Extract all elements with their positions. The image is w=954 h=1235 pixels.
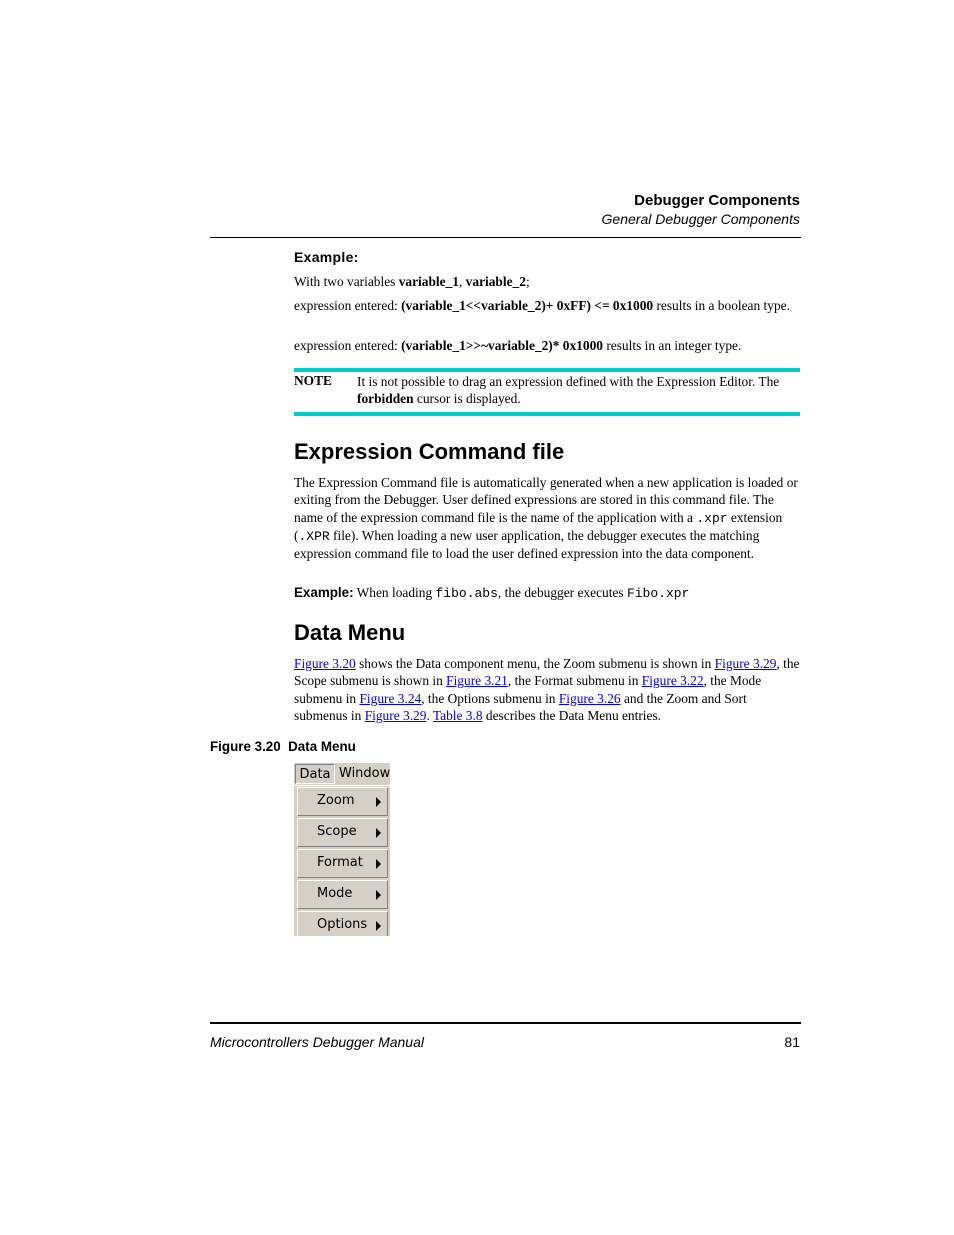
- menubar-item-data[interactable]: Data: [295, 764, 335, 784]
- note-bottom-rule: [294, 412, 800, 416]
- menu-item-mode[interactable]: [297, 880, 388, 909]
- header-rule: [210, 237, 801, 238]
- expression-command-paragraph: The Expression Command file is automatically generated when a new application is loaded or exiting from the Debugger. User defined expressions are stored in this command file. The name of the expression command file is the name of the application with a .xpr extension (.XPR file). When loading a new user application, the debugger executes the matching expression command file to load the user defined expression into the data component.: [294, 475, 798, 562]
- menu-item-zoom[interactable]: [297, 787, 388, 816]
- link-figure-3-24[interactable]: Figure 3.24: [359, 690, 422, 706]
- example-line-2: expression entered: (variable_1<<variable_2)+ 0xFF) <= 0x1000 results in a boolean type.: [294, 298, 790, 313]
- menu-bar: [294, 763, 390, 786]
- running-header-subtitle: General Debugger Components: [601, 211, 800, 227]
- menu-item-label: Scope: [317, 824, 357, 839]
- data-menu-paragraph: Figure 3.20 shows the Data component menu, the Zoom submenu is shown in Figure 3.29, the Scope submenu is shown in Figure 3.21, the Format submenu in Figure 3.22, the Mode submenu in Figure 3.24, the Options submenu in Figure 3.26 and the Zoom and Sort submenus in Figure 3.29. Table 3.8 describes the Data Menu entries.: [294, 656, 800, 723]
- link-figure-3-29-second[interactable]: Figure 3.29: [364, 707, 427, 723]
- menu-item-label: Zoom: [317, 793, 355, 808]
- expression-command-example: Example: When loading fibo.abs, the debugger executes Fibo.xpr: [294, 585, 690, 601]
- link-figure-3-22[interactable]: Figure 3.22: [641, 673, 704, 689]
- menu-item-options[interactable]: [297, 911, 388, 936]
- link-figure-3-20[interactable]: Figure 3.20: [294, 656, 356, 671]
- example-line-1: With two variables variable_1, variable_2;: [294, 274, 530, 289]
- menu-item-label: Options: [317, 917, 368, 932]
- submenu-arrow-icon: [376, 828, 381, 838]
- section-heading-data-menu: Data Menu: [294, 620, 406, 645]
- footer-manual-title: Microcontrollers Debugger Manual: [210, 1034, 424, 1050]
- link-figure-3-21[interactable]: Figure 3.21: [446, 673, 508, 689]
- running-header-title: Debugger Components: [634, 192, 800, 209]
- menubar-item-window[interactable]: Window: [339, 766, 391, 781]
- note-label: NOTE: [294, 373, 332, 388]
- note-text: It is not possible to drag an expression defined with the Expression Editor. The forbidden cursor is displayed.: [357, 374, 780, 407]
- link-figure-3-26[interactable]: Figure 3.26: [558, 690, 621, 706]
- figure-caption: Figure 3.20 Data Menu: [210, 739, 356, 754]
- menu-item-format[interactable]: [297, 849, 388, 878]
- submenu-arrow-icon: [376, 797, 381, 807]
- submenu-arrow-icon: [376, 859, 381, 869]
- section-heading-expression-command-file: Expression Command file: [294, 439, 565, 464]
- submenu-arrow-icon: [376, 890, 381, 900]
- menu-item-label: Format: [317, 855, 363, 870]
- link-table-3-8[interactable]: Table 3.8: [432, 707, 483, 723]
- link-figure-3-29[interactable]: Figure 3.29: [714, 656, 777, 671]
- example-label: Example:: [294, 249, 359, 265]
- page-number: 81: [784, 1034, 800, 1050]
- submenu-arrow-icon: [376, 921, 381, 931]
- data-menu-screenshot: [294, 763, 390, 936]
- menu-item-label: Mode: [317, 886, 353, 901]
- footer-rule: [210, 1022, 801, 1024]
- example-line-3: expression entered: (variable_1>>~variable_2)* 0x1000 results in an integer type.: [294, 338, 742, 353]
- note-top-rule: [294, 368, 800, 372]
- menu-item-scope[interactable]: [297, 818, 388, 847]
